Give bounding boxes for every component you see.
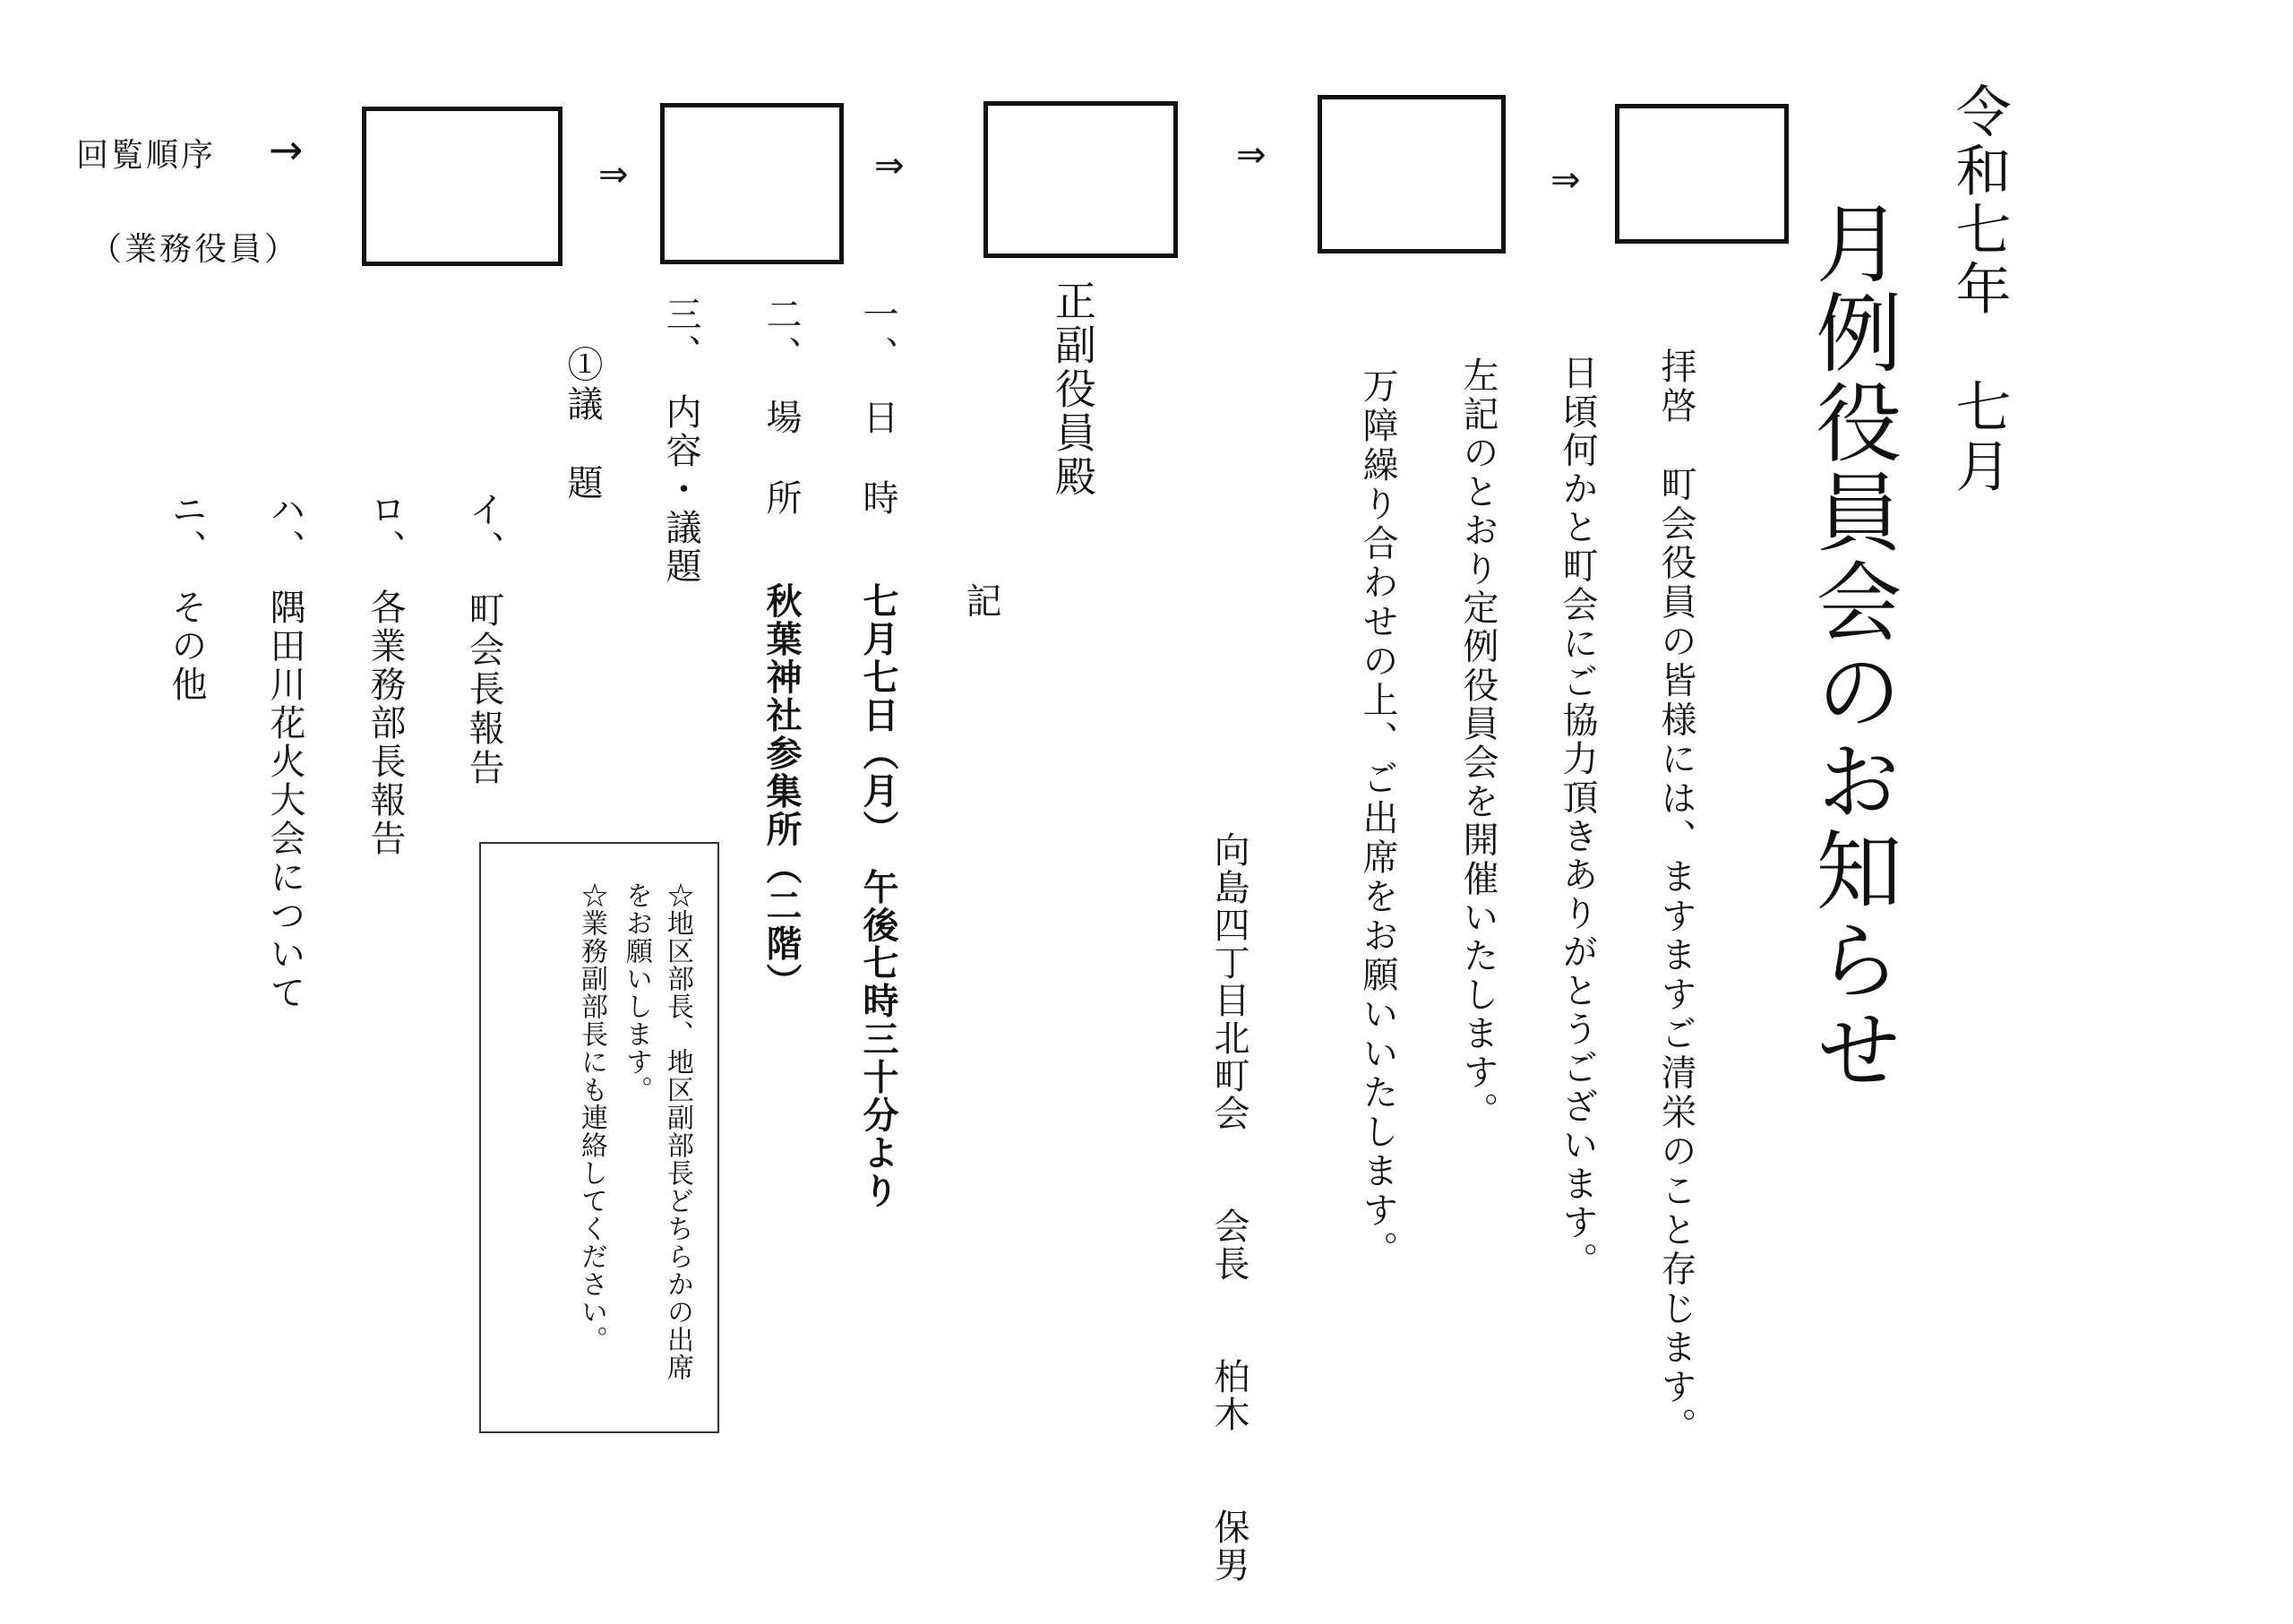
agenda-item-4: ニ、 その他: [166, 491, 207, 704]
agenda-item-2: ロ、 各業務部長報告: [365, 491, 406, 858]
agenda-label: ①議 題: [562, 346, 603, 503]
notice-line-1: ☆地区部長、地区副部長どちらかの出席をお願いします。: [621, 881, 693, 1381]
greeting-line-1: 拝啓 町会役員の皆様には、ますますご清栄のこと存じます。: [1655, 348, 1696, 1447]
ki-label: 記: [960, 582, 1001, 618]
greeting-line-3: 左記のとおり定例役員会を開催いたします。: [1457, 357, 1499, 1130]
double-arrow-icon: ⇒: [598, 154, 629, 195]
item-2-label: 二、 場 所: [760, 296, 802, 520]
agenda-item-1: イ、 町会長報告: [463, 491, 504, 788]
circulation-label: [76, 130, 216, 176]
stamp-box-2: [660, 103, 844, 264]
notice-box: [479, 842, 719, 1433]
circulation-sublabel: （業務役員）: [90, 231, 300, 268]
double-arrow-icon: ⇒: [1550, 159, 1581, 201]
stamp-box-4: [1318, 95, 1506, 253]
addressee: 正副役員殿: [1049, 279, 1097, 499]
greeting-line-2: 日頃何かと町会にご協力頂きありがとうございます。: [1557, 354, 1598, 1281]
circulation-label-text: 回覧順序: [76, 137, 217, 174]
double-arrow-icon: ⇒: [1236, 134, 1267, 176]
stamp-box-5: [1615, 104, 1789, 244]
double-arrow-icon: ⇒: [874, 145, 905, 186]
item-3-label: 三、 内容・議題: [660, 296, 701, 586]
date: 令和七年 七月: [1946, 82, 2012, 496]
greeting-line-4: 万障繰り合わせの上、ご出席をお願いいたします。: [1357, 367, 1398, 1270]
item-2-value: 秋葉神社参集所（二階）: [760, 582, 803, 1001]
item-1-label: 一、 日 時: [857, 296, 898, 520]
sender: 向島四丁目北町会 会長 柏木 保男: [1208, 831, 1250, 1584]
item-1-value: 七月七日（月） 午後七時三十分より: [857, 582, 899, 1210]
stamp-box-3: [983, 101, 1178, 258]
page-title: 月例役員会のお知らせ: [1802, 199, 1902, 1095]
notice-line-2: ☆業務副部長にも連絡してください。: [576, 881, 607, 1353]
stamp-box-1: [362, 107, 563, 266]
circulation-arrow-icon: →: [269, 125, 304, 174]
agenda-item-3: ハ、 隅田川花火大会について: [264, 491, 305, 1012]
